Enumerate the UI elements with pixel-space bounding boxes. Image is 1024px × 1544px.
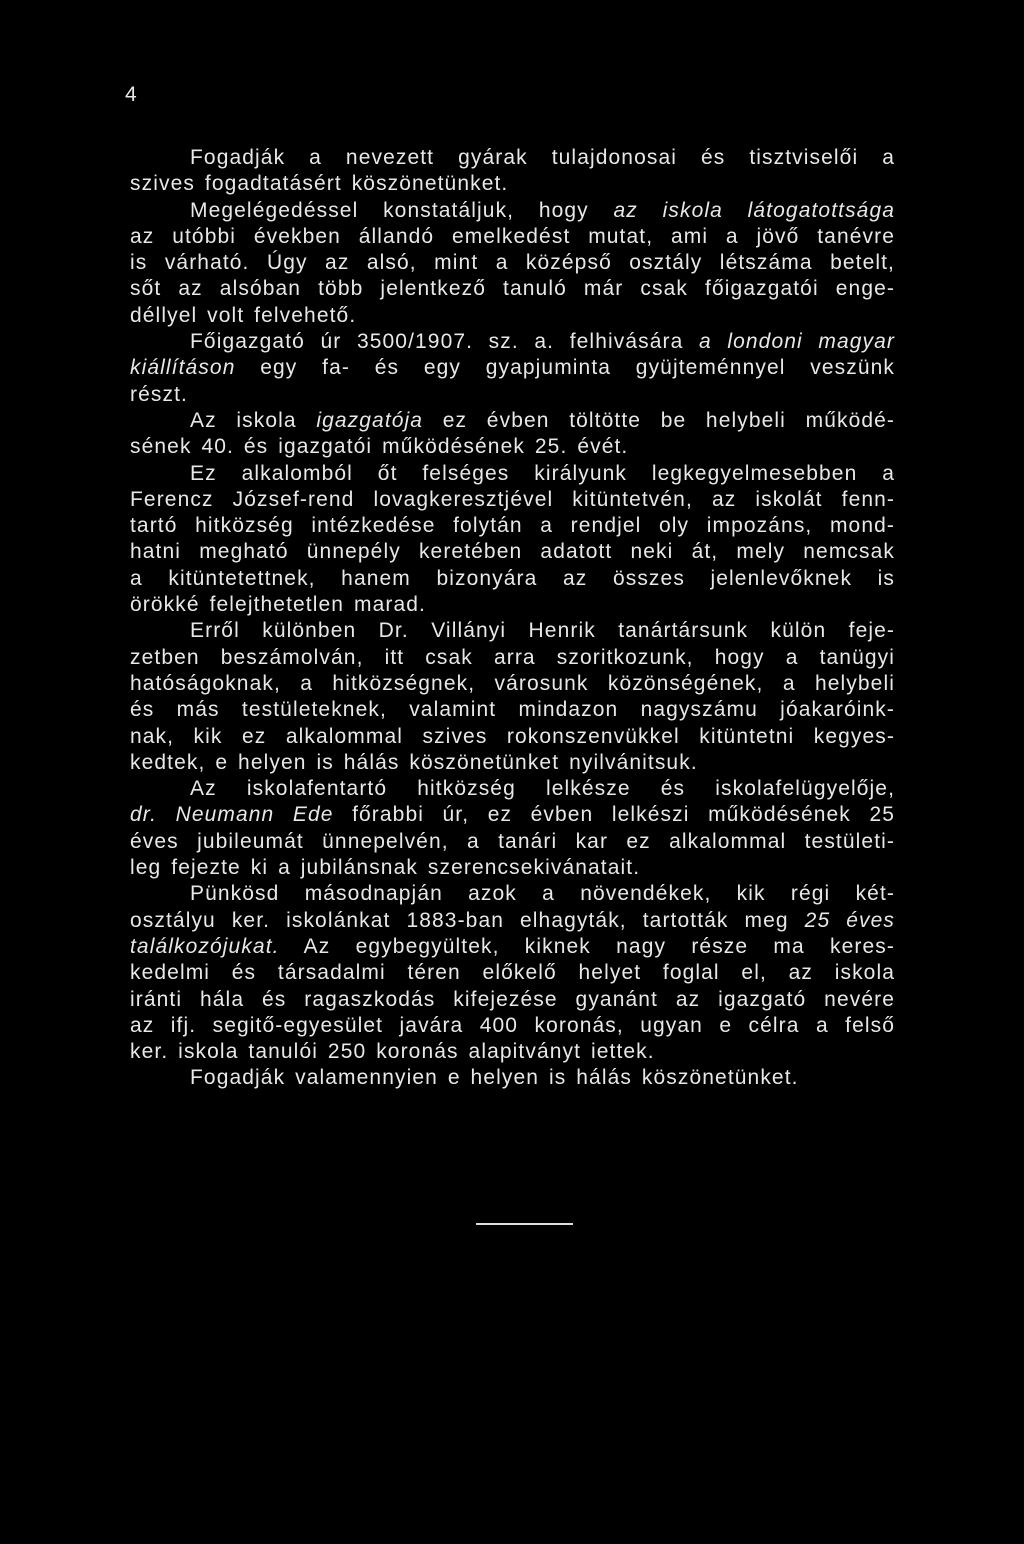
line-text: ez évben töltötte be helybeli működé- <box>442 408 896 432</box>
page-body <box>130 145 895 1092</box>
line-text: sőt az alsóban több jelentkező tanuló már csak főigazgatói enge- <box>130 277 895 301</box>
text-line <box>130 434 895 460</box>
text-line <box>130 566 895 592</box>
line-text: Az iskola <box>190 408 297 432</box>
section-divider <box>476 1223 573 1225</box>
emphasis-text: az iskola látogatottsága <box>613 198 896 222</box>
text-line <box>130 1039 895 1065</box>
text-line <box>130 802 895 828</box>
line-text: osztályu ker. iskolánkat 1883-ban elhagyták, tartották meg <box>130 908 789 932</box>
line-text: főrabbi úr, ez évben lelkészi működésének 25 <box>352 803 896 827</box>
line-text: örökké felejthetetlen marad. <box>130 593 426 617</box>
line-text: és más testületeknek, valamint mindazon nagyszámu jóakaróink- <box>130 698 895 722</box>
text-line <box>130 697 895 723</box>
line-text: zetben beszámolván, itt csak arra szoritkozunk, hogy a tanügyi <box>130 645 895 669</box>
paragraph <box>130 618 895 776</box>
text-line <box>130 855 895 881</box>
emphasis-text: találkozójukat. <box>130 934 280 958</box>
text-line <box>130 224 895 250</box>
text-line <box>130 724 895 750</box>
text-line <box>130 487 895 513</box>
line-text: hatóságoknak, a hitközségnek, városunk közönségének, a helybeli <box>130 671 895 695</box>
line-text: szives fogadtatásért köszönetünket. <box>130 172 509 196</box>
line-text: az utóbbi években állandó emelkedést mutat, ami a jövő tanévre <box>130 224 895 248</box>
emphasis-text: igazgatója <box>316 408 424 432</box>
text-line <box>130 1013 895 1039</box>
text-line <box>130 303 895 329</box>
page-number: 4 <box>125 83 138 106</box>
text-line <box>130 329 895 355</box>
paragraph <box>130 776 895 881</box>
line-text: Ez alkalomból őt felséges királyunk legkegyelmesebben a <box>190 461 895 485</box>
line-text: leg fejezte ki a jubilánsnak szerencsekivánatait. <box>130 856 641 880</box>
text-line <box>130 382 895 408</box>
line-text: Ferencz József-rend lovagkeresztjével kitüntetvén, az iskolát fenn- <box>130 487 895 511</box>
line-text: is várható. Úgy az alsó, mint a középső osztály létszáma betelt, <box>130 251 895 275</box>
paragraph <box>130 461 895 619</box>
text-line <box>130 145 895 171</box>
line-text: Megelégedéssel konstatáljuk, hogy <box>190 198 589 222</box>
line-text: Fogadják a nevezett gyárak tulajdonosai és tisztviselői a <box>190 146 895 169</box>
text-line <box>130 408 895 434</box>
paragraph <box>130 198 895 329</box>
text-line <box>130 881 895 907</box>
text-line <box>130 539 895 565</box>
line-text: kedelmi és társadalmi téren előkelő helyet foglal el, az iskola <box>130 961 895 985</box>
line-text: tartó hitközség intézkedése folytán a rendjel oly impozáns, mond- <box>130 514 895 538</box>
paragraph <box>130 145 895 198</box>
text-line <box>130 513 895 539</box>
paragraph <box>130 881 895 1065</box>
line-text: Fogadják valamennyien e helyen is hálás köszönetünket. <box>190 1066 799 1090</box>
paragraph <box>130 1065 895 1091</box>
line-text: iránti hála és ragaszkodás kifejezése gyanánt az igazgató nevére <box>130 987 895 1011</box>
paragraph <box>130 408 895 461</box>
text-line <box>130 671 895 697</box>
emphasis-text: a londoni magyar <box>698 330 896 354</box>
emphasis-text: kiállításon <box>130 356 236 380</box>
text-line <box>130 276 895 302</box>
line-text: éves jubileumát ünnepelvén, a tanári kar ez alkalommal testületi- <box>130 829 895 853</box>
text-line <box>130 171 895 197</box>
line-text: Pünkösd másodnapján azok a növendékek, kik régi két- <box>190 882 895 906</box>
line-text: Az egybegyültek, kiknek nagy része ma keres- <box>303 934 895 958</box>
text-line <box>130 355 895 381</box>
line-text: Főigazgató úr 3500/1907. sz. a. felhivására <box>190 330 684 354</box>
emphasis-text: dr. Neumann Ede <box>130 803 334 827</box>
line-text: az ifj. segitő-egyesület javára 400 koronás, ugyan e célra a felső <box>130 1013 895 1037</box>
text-line <box>130 618 895 644</box>
paragraph <box>130 329 895 408</box>
line-text: hatni megható ünnepély keretében adatott neki át, mely nemcsak <box>130 540 895 564</box>
line-text: sének 40. és igazgatói működésének 25. évét. <box>130 435 629 459</box>
emphasis-text: 25 éves <box>804 908 895 932</box>
text-line <box>130 461 895 487</box>
line-text: kedtek, e helyen is hálás köszönetünket nyilvánitsuk. <box>130 750 698 774</box>
text-line <box>130 198 895 224</box>
line-text: Az iskolafentartó hitközség lelkésze és iskolafelügyelője, <box>190 777 895 801</box>
text-line <box>130 250 895 276</box>
text-line <box>130 960 895 986</box>
line-text: részt. <box>130 382 188 406</box>
line-text: a kitüntetettnek, hanem bizonyára az összes jelenlevőknek is <box>130 566 895 590</box>
text-line <box>130 1065 895 1091</box>
text-line <box>130 592 895 618</box>
text-line <box>130 829 895 855</box>
text-line <box>130 776 895 802</box>
text-line <box>130 934 895 960</box>
line-text: nak, kik ez alkalommal szives rokonszenvükkel kitüntetni kegyes- <box>130 724 895 748</box>
text-line <box>130 908 895 934</box>
line-text: egy fa- és egy gyapjuminta gyüjteménnyel veszünk <box>260 356 895 380</box>
line-text: déllyel volt felvehető. <box>130 303 357 327</box>
text-line <box>130 987 895 1013</box>
line-text: Erről különben Dr. Villányi Henrik tanártársunk külön feje- <box>190 619 895 643</box>
text-line <box>130 750 895 776</box>
text-line <box>130 645 895 671</box>
line-text: ker. iskola tanulói 250 koronás alapitványt iettek. <box>130 1040 655 1064</box>
